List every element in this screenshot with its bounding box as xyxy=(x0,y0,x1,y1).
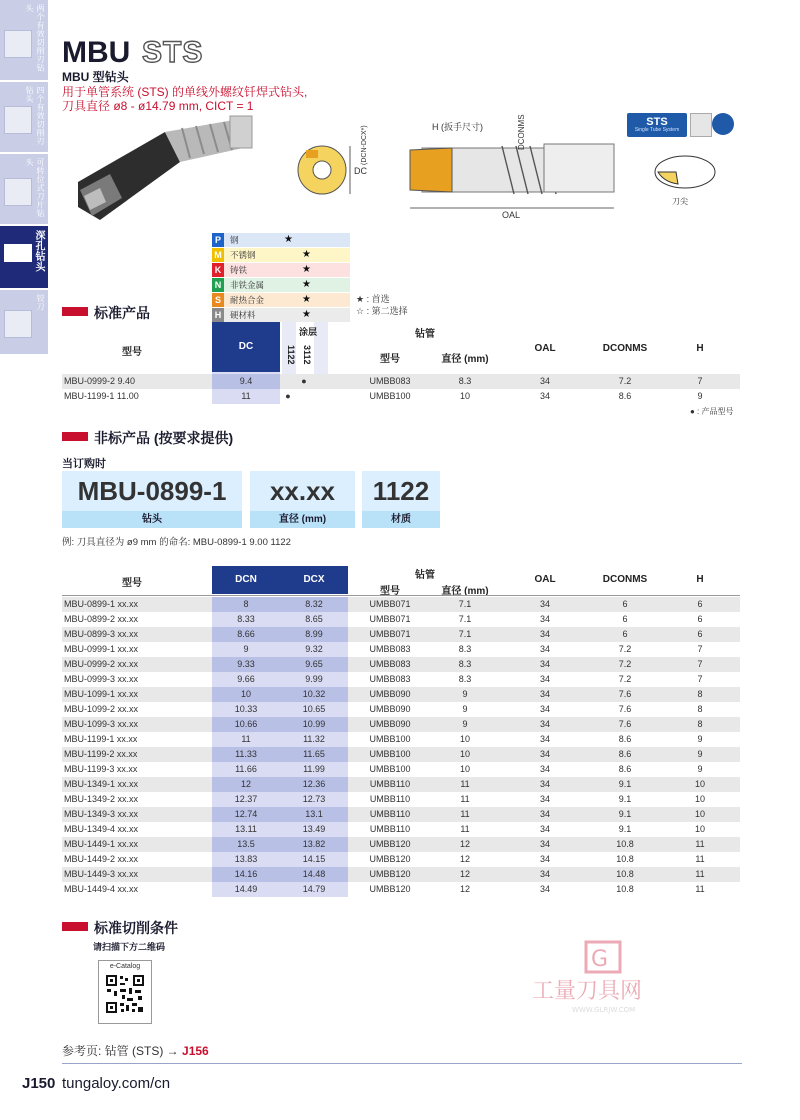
cell-tube: UMBB071 xyxy=(369,629,411,639)
cell-dia: 9 xyxy=(462,704,468,714)
cell-dcx: 11.65 xyxy=(280,747,348,762)
sts-logo-text: STS xyxy=(646,116,668,128)
cell-dia: 9 xyxy=(462,719,468,729)
cell-dconms: 7.2 xyxy=(618,659,632,669)
coolant-icon xyxy=(712,113,734,135)
cell-tube: UMBB100 xyxy=(369,391,411,401)
cell-dcx: 10.65 xyxy=(280,702,348,717)
cell-oal: 34 xyxy=(539,794,550,804)
cell-dconms: 8.6 xyxy=(618,391,632,401)
col-oal: OAL xyxy=(534,343,556,354)
side-tab-label: 四个有效切削刃钻头 xyxy=(25,86,45,146)
watermark-title: 工量刀具网 xyxy=(532,979,643,1004)
cell-model: MBU-0899-1 xx.xx xyxy=(64,599,139,609)
grade-name: 不锈钢 xyxy=(230,250,256,260)
cell-dconms: 9.1 xyxy=(618,824,632,834)
reference-prefix: 参考页: 钻管 (STS) → xyxy=(62,1044,183,1058)
cell-h: 6 xyxy=(697,629,703,639)
cell-dcx: 14.15 xyxy=(280,852,348,867)
cell-oal: 34 xyxy=(539,839,550,849)
cell-model: MBU-1099-2 xx.xx xyxy=(64,704,139,714)
cell-h: 6 xyxy=(697,614,703,624)
section-bar xyxy=(62,922,88,931)
cell-dconms: 6 xyxy=(622,629,628,639)
cell-oal: 34 xyxy=(539,764,550,774)
cell-h: 10 xyxy=(694,809,705,819)
side-tabs xyxy=(0,0,48,400)
cell-oal: 34 xyxy=(539,749,550,759)
cell-h: 7 xyxy=(697,644,703,654)
technical-drawing xyxy=(292,110,622,225)
cell-tube: UMBB083 xyxy=(369,674,411,684)
col-model: 型号 xyxy=(122,578,142,589)
grade-name: 非铁金属 xyxy=(230,280,265,290)
cell-dconms: 9.1 xyxy=(618,794,632,804)
cell-oal: 34 xyxy=(539,824,550,834)
cell-oal: 34 xyxy=(539,734,550,744)
cell-model: MBU-1449-1 xx.xx xyxy=(64,839,139,849)
grade-3112-mark: ★ xyxy=(302,264,311,275)
cell-model: MBU-0899-3 xx.xx xyxy=(64,629,139,639)
cell-tube: UMBB120 xyxy=(369,884,411,894)
cell-h: 9 xyxy=(697,749,703,759)
watermark-url: WWW.GLRJW.COM xyxy=(572,1006,636,1014)
order-box-grade: 1122 xyxy=(362,471,440,511)
side-tab-label: 两个有效切削刃钻头 xyxy=(25,4,45,72)
product-note: ● : 产品型号 xyxy=(690,407,734,416)
qr-frame[interactable] xyxy=(98,960,152,1024)
cell-dcn: 13.83 xyxy=(212,852,280,867)
cell-dcn: 14.49 xyxy=(212,882,280,897)
order-example: 例: 刀具直径为 ø9 mm 的命名: MBU-0899-1 9.00 1122 xyxy=(62,537,291,548)
description-line-1: 用于单管系统 (STS) 的单线外螺纹钎焊式钻头, xyxy=(62,85,308,99)
cell-model: MBU-1199-1 11.00 xyxy=(64,391,139,401)
tool-type-icon xyxy=(690,113,712,137)
section-title: 标准切削条件 xyxy=(94,920,178,936)
cell-dconms: 7.2 xyxy=(618,674,632,684)
cell-dconms: 6 xyxy=(622,614,628,624)
cell-model: MBU-0899-2 xx.xx xyxy=(64,614,139,624)
cell-dcx: 14.79 xyxy=(280,882,348,897)
grade-code: H xyxy=(212,308,224,322)
cell-h: 8 xyxy=(697,719,703,729)
cell-g2: ● xyxy=(301,376,307,386)
col-tube-dia: 直径 (mm) xyxy=(441,354,489,365)
cell-dcn: 12.37 xyxy=(212,792,280,807)
cell-dconms: 7.6 xyxy=(618,719,632,729)
reamer-thumb-icon xyxy=(4,310,32,338)
cell-dcx: 8.32 xyxy=(280,597,348,612)
brand-sts: STS xyxy=(142,36,204,69)
cell-model: MBU-1449-4 xx.xx xyxy=(64,884,139,894)
cell-h: 9 xyxy=(697,391,703,401)
cell-h: 7 xyxy=(697,674,703,684)
cell-h: 9 xyxy=(697,734,703,744)
cell-dcn: 12.74 xyxy=(212,807,280,822)
dim-h: H (扳手尺寸) xyxy=(432,122,483,132)
footer-url[interactable]: tungaloy.com/cn xyxy=(62,1075,171,1092)
material-grade-table xyxy=(212,233,350,323)
cell-model: MBU-0999-3 xx.xx xyxy=(64,674,139,684)
cell-tube: UMBB090 xyxy=(369,704,411,714)
grade-code: K xyxy=(212,263,224,277)
cell-dconms: 7.2 xyxy=(618,644,632,654)
cell-dia: 11 xyxy=(460,794,470,804)
cell-dconms: 8.6 xyxy=(618,764,632,774)
cell-tube: UMBB110 xyxy=(369,779,411,789)
cell-tube: UMBB120 xyxy=(369,869,411,879)
cell-model: MBU-1449-2 xx.xx xyxy=(64,854,139,864)
cell-dia: 7.1 xyxy=(458,614,472,624)
grade-row xyxy=(212,233,350,248)
cell-model: MBU-1349-1 xx.xx xyxy=(64,779,139,789)
cell-oal: 34 xyxy=(539,644,550,654)
cell-tube: UMBB071 xyxy=(369,614,411,624)
cell-oal: 34 xyxy=(539,809,550,819)
col-h: H xyxy=(696,574,704,585)
cell-dcx: 12.73 xyxy=(280,792,348,807)
side-tab-label: 深孔钻头 xyxy=(33,230,44,272)
cell-dia: 11 xyxy=(460,809,470,819)
cell-dcn: 10.66 xyxy=(212,717,280,732)
dim-dconms: DCONMS xyxy=(517,114,526,150)
cell-dconms: 9.1 xyxy=(618,809,632,819)
tip-label: 刀尖 xyxy=(672,197,688,206)
grade-1122-mark: ★ xyxy=(284,234,293,245)
side-tab-label: 铰刀 xyxy=(36,294,45,311)
cell-dcx: 9.65 xyxy=(280,657,348,672)
col-tube: 钻管 xyxy=(415,329,435,340)
col-grade-1122: 1122 xyxy=(286,345,296,365)
section-bar xyxy=(62,307,88,316)
cell-g1: ● xyxy=(285,391,291,401)
order-label-grade: 材质 xyxy=(362,511,440,528)
dim-dcx: (DCN-DCX*) xyxy=(361,125,368,165)
cell-dia: 11 xyxy=(460,824,470,834)
col-coating: 涂层 xyxy=(298,327,317,337)
grade-row xyxy=(212,308,350,323)
side-tab-indexable[interactable] xyxy=(0,154,48,226)
grade-3112-mark: ★ xyxy=(302,309,311,320)
order-label-drill: 钻头 xyxy=(62,511,242,528)
table-header-rule xyxy=(62,595,740,596)
cell-dia: 9 xyxy=(462,689,468,699)
cell-dcn: 12 xyxy=(212,777,280,792)
cell-model: MBU-1199-2 xx.xx xyxy=(64,749,138,759)
cell-tube: UMBB120 xyxy=(369,854,411,864)
cell-dia: 8.3 xyxy=(458,376,472,386)
cell-tube: UMBB090 xyxy=(369,689,411,699)
cell-dcn: 9.66 xyxy=(212,672,280,687)
grade-row xyxy=(212,248,350,263)
cell-oal: 34 xyxy=(539,629,550,639)
cell-dia: 10 xyxy=(459,734,470,744)
cell-dconms: 10.8 xyxy=(616,854,634,864)
cell-dcx: 11.32 xyxy=(280,732,348,747)
grade-name: 铸铁 xyxy=(230,265,248,275)
legend-first: ★ : 首选 xyxy=(356,294,390,304)
cell-dcn: 10 xyxy=(212,687,280,702)
section-title: 非标产品 (按要求提供) xyxy=(94,430,234,446)
cell-model: MBU-1349-2 xx.xx xyxy=(64,794,139,804)
cell-dcx: 13.1 xyxy=(280,807,348,822)
grade-row xyxy=(212,263,350,278)
grade-code: N xyxy=(212,278,224,292)
cell-model: MBU-1099-3 xx.xx xyxy=(64,719,139,729)
cell-tube: UMBB100 xyxy=(369,749,411,759)
cell-h: 11 xyxy=(695,884,705,894)
cell-dcx: 13.82 xyxy=(280,837,348,852)
cell-dcx: 10.99 xyxy=(280,717,348,732)
col-dc: DC xyxy=(212,322,280,372)
col-grade-3112: 3112 xyxy=(302,345,312,365)
grade-name: 钢 xyxy=(230,235,239,245)
drill-photo xyxy=(70,112,255,227)
grade-name: 耐热合金 xyxy=(230,295,265,305)
cell-dc: 11 xyxy=(212,389,280,404)
drill-thumb-icon xyxy=(4,244,32,262)
cell-h: 11 xyxy=(695,869,705,879)
grade-code: M xyxy=(212,248,224,262)
cell-h: 11 xyxy=(695,854,705,864)
page-title: MBU xyxy=(62,36,131,69)
side-tab-two-flute[interactable] xyxy=(0,0,48,82)
cell-oal: 34 xyxy=(539,779,550,789)
cell-dcn: 8.66 xyxy=(212,627,280,642)
cell-dia: 7.1 xyxy=(458,629,472,639)
cell-tube: UMBB083 xyxy=(369,659,411,669)
cell-h: 8 xyxy=(697,704,703,714)
order-label-diameter: 直径 (mm) xyxy=(250,511,355,528)
cell-tube: UMBB120 xyxy=(369,839,411,849)
cell-dia: 10 xyxy=(459,749,470,759)
ecatalog-label: e-Catalog xyxy=(109,963,141,970)
cell-h: 7 xyxy=(697,376,703,386)
cell-tube: UMBB100 xyxy=(369,764,411,774)
col-oal: OAL xyxy=(534,574,556,585)
cell-oal: 34 xyxy=(539,869,550,879)
grade-3112-mark: ★ xyxy=(302,249,311,260)
cell-dcx: 11.99 xyxy=(280,762,348,777)
cell-dcx: 9.32 xyxy=(280,642,348,657)
sts-logo-subtext: Single Tube System xyxy=(634,127,680,133)
section-bar xyxy=(62,432,88,441)
cell-dcn: 11.66 xyxy=(212,762,280,777)
cell-dcx: 13.49 xyxy=(280,822,348,837)
cell-dcn: 14.16 xyxy=(212,867,280,882)
cell-dia: 12 xyxy=(459,854,470,864)
grade-name: 硬材料 xyxy=(230,310,256,320)
cell-dcn: 11.33 xyxy=(212,747,280,762)
svg-text:G: G xyxy=(591,947,609,972)
cell-dconms: 7.2 xyxy=(618,376,632,386)
cell-model: MBU-1449-3 xx.xx xyxy=(64,869,139,879)
cell-oal: 34 xyxy=(539,599,550,609)
cell-dcn: 8.33 xyxy=(212,612,280,627)
cell-h: 11 xyxy=(695,839,705,849)
description-line-2: 刀具直径 ø8 - ø14.79 mm, CICT = 1 xyxy=(62,99,254,113)
cell-model: MBU-1199-1 xx.xx xyxy=(64,734,138,744)
cell-dcx: 8.65 xyxy=(280,612,348,627)
cell-model: MBU-1099-1 xx.xx xyxy=(64,689,139,699)
col-model: 型号 xyxy=(122,347,142,358)
cell-h: 6 xyxy=(697,599,703,609)
cell-dia: 12 xyxy=(459,869,470,879)
footer-rule xyxy=(62,1063,742,1064)
page-number: J150 xyxy=(22,1075,56,1092)
cell-model: MBU-1349-3 xx.xx xyxy=(64,809,139,819)
cell-dconms: 9.1 xyxy=(618,779,632,789)
cell-dconms: 7.6 xyxy=(618,704,632,714)
reference-link[interactable]: J156 xyxy=(182,1044,209,1058)
cell-oal: 34 xyxy=(539,884,550,894)
col-tube-model: 型号 xyxy=(380,354,400,365)
order-title: 当订购时 xyxy=(62,458,106,470)
cell-dia: 10 xyxy=(459,764,470,774)
side-tab-deep-hole[interactable] xyxy=(0,226,48,290)
cell-dconms: 6 xyxy=(622,599,628,609)
col-dcn: DCN xyxy=(212,566,280,594)
col-dconms: DCONMS xyxy=(602,343,648,354)
watermark-logo xyxy=(520,940,700,1020)
cell-h: 9 xyxy=(697,764,703,774)
cell-model: MBU-0999-2 9.40 xyxy=(64,376,136,386)
cell-tube: UMBB083 xyxy=(369,644,411,654)
side-tab-label: 可转位式刀片钻头 xyxy=(25,158,45,218)
cell-dcn: 13.5 xyxy=(212,837,280,852)
cell-h: 10 xyxy=(694,779,705,789)
cell-dia: 10 xyxy=(459,391,470,401)
cell-tube: UMBB083 xyxy=(369,376,411,386)
legend-second: ☆ : 第二选择 xyxy=(356,306,408,316)
reference-line xyxy=(62,1042,209,1059)
cell-dconms: 10.8 xyxy=(616,884,634,894)
grade-code: P xyxy=(212,233,224,247)
cell-tube: UMBB071 xyxy=(369,599,411,609)
cell-oal: 34 xyxy=(539,376,550,386)
cell-dcx: 9.99 xyxy=(280,672,348,687)
cell-h: 10 xyxy=(694,794,705,804)
cell-dia: 8.3 xyxy=(458,644,472,654)
cell-dcn: 11 xyxy=(212,732,280,747)
cell-model: MBU-1349-4 xx.xx xyxy=(64,824,139,834)
cell-oal: 34 xyxy=(539,614,550,624)
cell-dia: 8.3 xyxy=(458,674,472,684)
cell-dconms: 10.8 xyxy=(616,869,634,879)
cell-dcn: 9.33 xyxy=(212,657,280,672)
scan-instruction: 请扫描下方二维码 xyxy=(93,942,166,952)
col-dconms: DCONMS xyxy=(602,574,648,585)
cell-oal: 34 xyxy=(539,689,550,699)
grade-row xyxy=(212,293,350,308)
cutting-tip-diagram xyxy=(650,150,720,210)
cell-model: MBU-0999-1 xx.xx xyxy=(64,644,139,654)
cell-tube: UMBB110 xyxy=(369,809,411,819)
cell-dconms: 8.6 xyxy=(618,734,632,744)
cell-tube: UMBB090 xyxy=(369,719,411,729)
dim-oal: OAL xyxy=(502,210,521,220)
col-dcx: DCX xyxy=(280,566,348,594)
cell-h: 7 xyxy=(697,659,703,669)
section-title: 标准产品 xyxy=(94,305,150,321)
cell-dconms: 10.8 xyxy=(616,839,634,849)
cell-dia: 8.3 xyxy=(458,659,472,669)
page-subtitle: MBU 型钻头 xyxy=(62,70,129,84)
col-tube-model: 型号 xyxy=(380,586,400,597)
cell-tube: UMBB110 xyxy=(369,824,411,834)
grade-code: S xyxy=(212,293,224,307)
star-legend xyxy=(356,293,408,317)
cell-oal: 34 xyxy=(539,704,550,714)
cell-dcn: 10.33 xyxy=(212,702,280,717)
side-tab-four-flute[interactable] xyxy=(0,82,48,154)
cell-dcx: 10.32 xyxy=(280,687,348,702)
grade-3112-mark: ★ xyxy=(302,279,311,290)
cell-model: MBU-1199-3 xx.xx xyxy=(64,764,138,774)
cell-tube: UMBB110 xyxy=(369,794,411,804)
cell-oal: 34 xyxy=(539,659,550,669)
cell-dc: 9.4 xyxy=(212,374,280,389)
cell-h: 8 xyxy=(697,689,703,699)
col-h: H xyxy=(696,343,704,354)
cell-dconms: 7.6 xyxy=(618,689,632,699)
cell-dcn: 8 xyxy=(212,597,280,612)
cell-tube: UMBB100 xyxy=(369,734,411,744)
order-box-drill: MBU-0899-1 xyxy=(62,471,242,511)
cell-dcn: 9 xyxy=(212,642,280,657)
cell-dia: 11 xyxy=(460,779,470,789)
qr-code-icon xyxy=(105,974,145,1014)
cell-oal: 34 xyxy=(539,674,550,684)
cell-dia: 12 xyxy=(459,884,470,894)
grade-3112-mark: ★ xyxy=(302,294,311,305)
cell-oal: 34 xyxy=(539,391,550,401)
cell-h: 10 xyxy=(694,824,705,834)
cell-dia: 7.1 xyxy=(458,599,472,609)
dim-dc: DC xyxy=(354,166,367,176)
cell-dcx: 8.99 xyxy=(280,627,348,642)
col-tube: 钻管 xyxy=(415,570,435,581)
order-box-diameter: xx.xx xyxy=(250,471,355,511)
grade-row xyxy=(212,278,350,293)
cell-dconms: 8.6 xyxy=(618,749,632,759)
cell-oal: 34 xyxy=(539,854,550,864)
cell-model: MBU-0999-2 xx.xx xyxy=(64,659,139,669)
cell-g2 xyxy=(296,389,312,404)
cell-g1 xyxy=(280,374,296,389)
cell-dcx: 14.48 xyxy=(280,867,348,882)
cell-dia: 12 xyxy=(459,839,470,849)
cell-oal: 34 xyxy=(539,719,550,729)
cell-dcn: 13.11 xyxy=(212,822,280,837)
side-tab-reamer[interactable] xyxy=(0,290,48,356)
sts-logo xyxy=(627,113,687,137)
col-tube-dia: 直径 (mm) xyxy=(441,586,489,597)
cell-dcx: 12.36 xyxy=(280,777,348,792)
